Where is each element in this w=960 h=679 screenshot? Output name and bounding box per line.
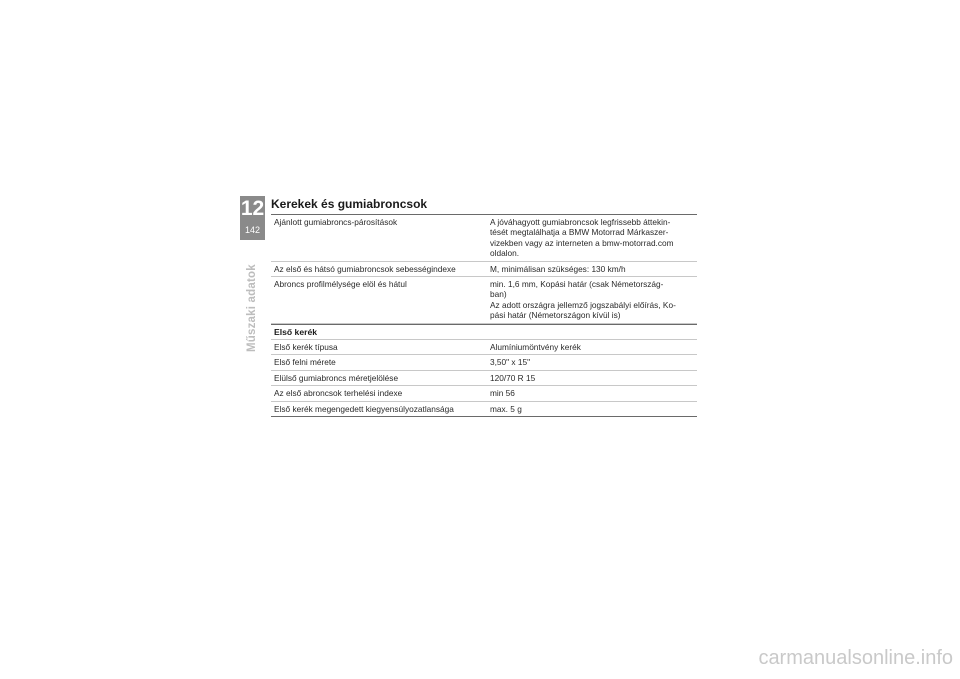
chapter-tab (240, 196, 265, 240)
value-line: min. 1,6 mm, Kopási határ (csak Németország- (490, 279, 664, 290)
value-line: Az adott országra jellemző jogszabályi előírás, Ko- (490, 299, 676, 310)
row-label: Elülső gumiabroncs méretjelölése (274, 372, 399, 383)
row-label: Az első abroncsok terhelési indexe (274, 388, 403, 399)
row-label: Ajánlott gumiabroncs-párosítások (274, 217, 398, 227)
table-row (271, 277, 697, 324)
row-value: Alumíniumöntvény kerék (490, 342, 581, 353)
page-number: 142 (244, 225, 261, 235)
row-label: Első kerék megengedett kiegyensúlyozatlansága (274, 403, 454, 414)
value-line: oldalon. (490, 248, 520, 259)
row-label: Abroncs profilmélysége elöl és hátul (274, 279, 407, 290)
row-value (490, 215, 697, 261)
table-row (271, 402, 697, 417)
row-label: Első felni mérete (274, 357, 336, 368)
value-line: M, minimálisan szükséges: 130 km/h (490, 263, 626, 274)
watermark: carmanualsonline.info (758, 647, 953, 669)
chapter-side-label: Műszaki adatok (246, 264, 258, 352)
table-row (271, 215, 697, 262)
row-value: min 56 (490, 388, 515, 399)
value-line: A jóváhagyott gumiabroncsok legfrissebb áttekin- (490, 217, 671, 227)
value-line: vizekben vagy az interneten a bmw-motorrad.com (490, 237, 674, 248)
row-value: 3,50" x 15" (490, 357, 531, 368)
front-wheel-heading: Első kerék (271, 324, 697, 340)
section-title: Kerekek és gumiabroncsok (271, 197, 428, 211)
row-label: Első kerék típusa (274, 342, 338, 353)
row-value (490, 277, 697, 323)
spec-table (271, 214, 697, 417)
value-line: tését megtalálhatja a BMW Motorrad Márkaszer- (490, 227, 669, 238)
row-label: Az első és hátsó gumiabroncsok sebességindexe (274, 263, 456, 274)
table-row (271, 262, 697, 277)
row-value: max. 5 g (490, 403, 522, 414)
row-value (490, 262, 697, 276)
table-row (271, 355, 697, 370)
value-line: ban) (490, 289, 507, 300)
chapter-number: 12 (240, 197, 265, 220)
value-line: pási határ (Németországon kívül is) (490, 310, 621, 321)
table-row (271, 371, 697, 386)
table-row (271, 386, 697, 401)
table-row (271, 340, 697, 355)
row-value: 120/70 R 15 (490, 372, 536, 383)
